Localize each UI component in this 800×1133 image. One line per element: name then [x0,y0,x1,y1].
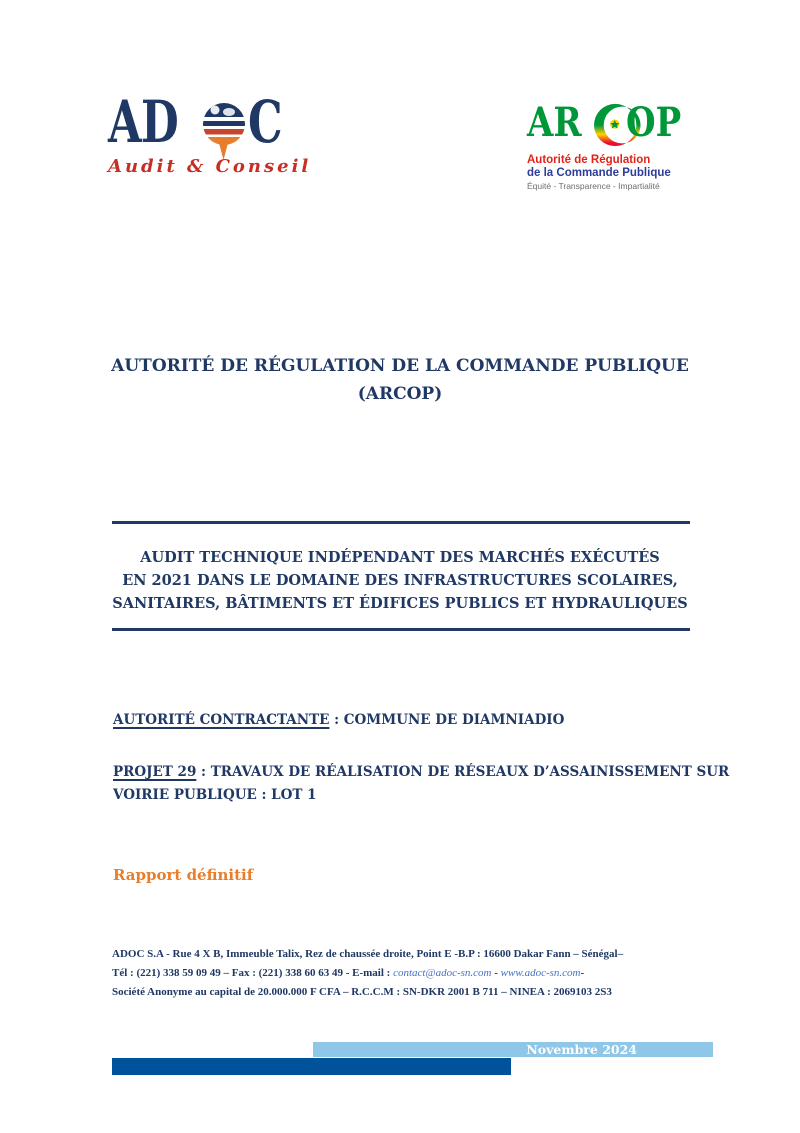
project-line2: VOIRIE PUBLIQUE : LOT 1 [113,787,317,803]
date-banner [313,1042,713,1057]
footer-line2-suffix: - [580,967,585,979]
footer-line1: ADOC S.A - Rue 4 X B, Immeuble Talix, Rez de chaussée droite, Point E -B.P : 16600 Dakar Fann – Sénégal– [112,948,624,960]
arcop-wordmark-right: OP [626,99,682,146]
audit-title-line2: EN 2021 DANS LE DOMAINE DES INFRASTRUCTURES SCOLAIRES, [122,572,678,589]
project-line1 [113,761,763,784]
footer-address-block [112,945,752,1002]
date-banner-text: Novembre 2024 [526,1042,637,1057]
globe-icon [202,98,246,160]
footer-line3: Société Anonyme au capital de 20.000.000 F CFA – R.C.C.M : SN-DKR 2001 B 711 – NINEA : 2069103 2S3 [112,986,612,998]
contracting-authority-label: AUTORITÉ CONTRACTANTE [113,712,330,728]
page-title [100,352,700,408]
arcop-logo-wordmark [527,100,707,146]
arcop-wordmark-left: AR [527,99,582,146]
audit-title-line3: SANITAIRES, BÂTIMENTS ET ÉDIFICES PUBLICS ET HYDRAULIQUES [112,595,688,612]
adoc-tagline: Audit & Conseil [108,156,312,177]
page-title-line2: (ARCOP) [357,384,443,404]
arcop-subtitle-line1: Autorité de Régulation [527,154,651,166]
horizontal-rule-top [112,521,690,524]
audit-title [90,546,710,615]
arcop-motto: Équité - Transparence - Impartialité [527,181,660,191]
email-link[interactable]: contact@adoc-sn.com [393,967,492,979]
project-description [113,761,763,807]
footer-line2 [112,964,752,983]
project-label: PROJET 29 [113,764,197,780]
contracting-authority-value: : COMMUNE DE DIAMNIADIO [329,712,565,728]
arcop-subtitle-line2: de la Commande Publique [527,167,671,179]
project-line1-rest: : TRAVAUX DE RÉALISATION DE RÉSEAUX D’ASSAINISSEMENT SUR [196,764,730,780]
horizontal-rule-bottom [112,628,690,631]
website-link[interactable]: www.adoc-sn.com [500,967,581,979]
page-title-line1: AUTORITÉ DE RÉGULATION DE LA COMMANDE PUBLIQUE [111,356,689,376]
arcop-logo [527,100,707,191]
report-status: Rapport définitif [113,866,254,884]
contracting-authority [113,712,753,728]
adoc-logo-wordmark [108,88,311,156]
footer-line2-separator: - [491,967,501,979]
footer-line2-contact: Tél : (221) 338 59 09 49 – Fax : (221) 338 60 63 49 - E-mail : [112,967,394,979]
bottom-accent-bar [112,1058,511,1075]
adoc-wordmark-right: C [248,88,283,156]
audit-title-line1: AUDIT TECHNIQUE INDÉPENDANT DES MARCHÉS EXÉCUTÉS [140,549,660,566]
adoc-wordmark-left: AD [108,88,178,156]
adoc-logo [108,88,312,177]
